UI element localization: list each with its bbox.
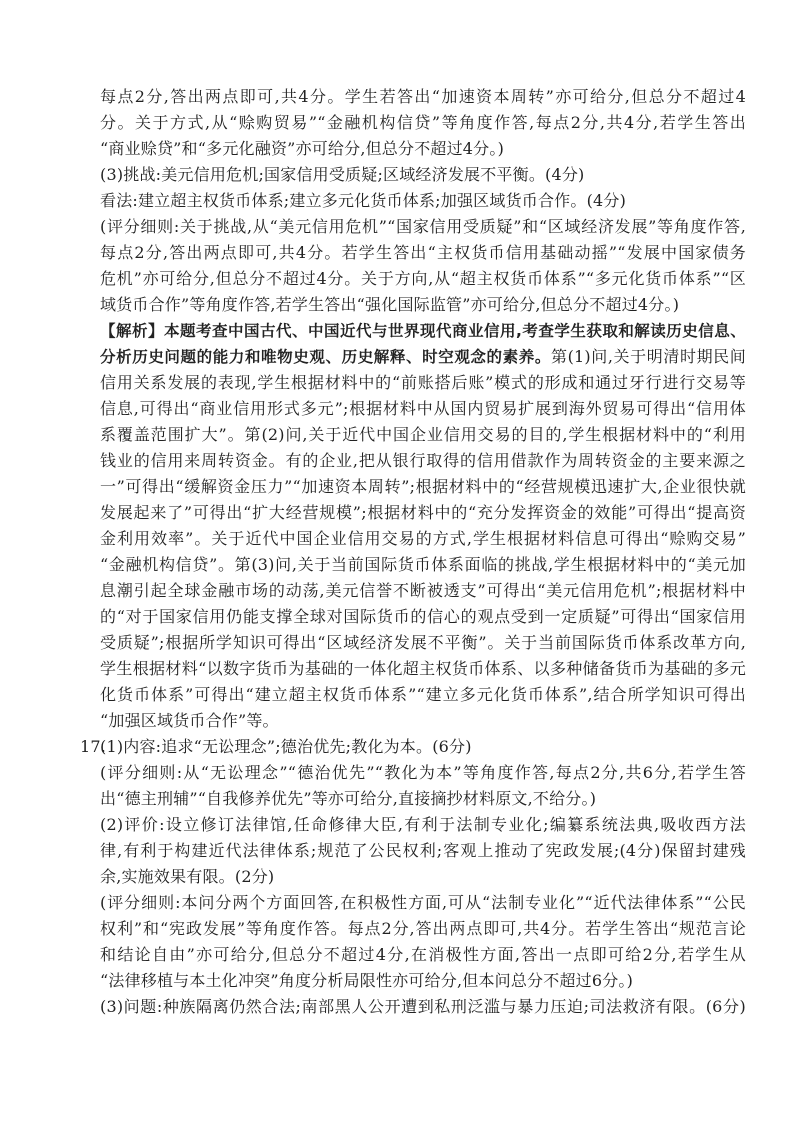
text-line [100, 890, 746, 916]
line-text: “法律移植与本土化冲突”角度分析局限性亦可给分,但本问总分不超过6分。) [100, 971, 634, 990]
text-line [100, 344, 746, 370]
line-text: 系覆盖范围扩大”。第(2)问,关于近代中国企业信用交易的目的,学生根据材料中的“利用 [100, 425, 746, 444]
line-text: 金利用效率”。关于近代中国企业信用交易的方式,学生根据材料信息可得出“赊购交易” [100, 529, 746, 548]
text-line [100, 630, 746, 656]
text-line [100, 500, 746, 526]
line-text: 律,有利于构建近代法律体系;规范了公民权利;客观上推动了宪政发展;(4分)保留封建残 [100, 841, 746, 860]
line-text: 分。关于方式,从“赊购贸易”“金融机构信贷”等角度作答,每点2分,共4分,若学生答出 [100, 113, 746, 132]
text-line [100, 864, 746, 890]
line-text: (3)挑战:美元信用危机;国家信用受质疑;区域经济发展不平衡。(4分) [100, 165, 585, 184]
text-line [100, 994, 746, 1020]
text-line [100, 578, 746, 604]
text-line [100, 812, 746, 838]
text-line [100, 526, 746, 552]
answer-document [80, 84, 746, 1020]
line-text: 出“德主刑辅”“自我修养优先”等亦可给分,直接摘抄材料原文,不给分。) [100, 789, 597, 808]
text-line [100, 396, 746, 422]
line-text: (1)内容:追求“无讼理念”;德治优先;教化为本。(6分) [100, 737, 472, 756]
line-text: 一”可得出“缓解资金压力”“加速资本周转”;根据材料中的“经营规模迅速扩大,企业很快就 [100, 477, 746, 496]
text-line [100, 968, 746, 994]
text-line [100, 916, 746, 942]
analysis-heading-text: 【解析】本题考查中国古代、中国近代与世界现代商业信用,考查学生获取和解读历史信息、 [100, 322, 746, 340]
text-line [100, 838, 746, 864]
line-text: 和结论自由”亦可给分,但总分不超过4分,在消极性方面,答出一点即可给2分,若学生从 [100, 945, 746, 964]
text-line [100, 266, 746, 292]
line-text: 权利”和“宪政发展”等角度作答。每点2分,答出两点即可,共4分。若学生答出“规范言论 [100, 919, 746, 938]
line-text: 看法:建立超主权货币体系;建立多元化货币体系;加强区域货币合作。(4分) [100, 191, 627, 210]
line-text: 域货币合作”等角度作答,若学生答出“强化国际监管”亦可给分,但总分不超过4分。) [100, 295, 680, 314]
text-line [100, 188, 746, 214]
question-number: 17. [80, 737, 107, 756]
line-text: 每点2分,答出两点即可,共4分。若学生答出“主权货币信用基础动摇”“发展中国家债务 [100, 243, 746, 262]
line-text: 化货币体系”可得出“建立超主权货币体系”“建立多元化货币体系”,结合所学知识可得出 [100, 685, 746, 704]
text-line [100, 370, 746, 396]
text-line [100, 110, 746, 136]
line-text: 余,实施效果有限。(2分) [100, 867, 275, 886]
line-text: 学生根据材料“以数字货币为基础的一体化超主权货币体系、以多种储备货币为基础的多元 [100, 659, 746, 678]
text-line [100, 760, 746, 786]
line-text: 发展起来了”可得出“扩大经营规模”;根据材料中的“充分发挥资金的效能”可得出“提高资 [100, 503, 746, 522]
text-line [100, 318, 746, 344]
line-text: 第(1)问,关于明清时期民间 [550, 347, 746, 366]
text-line [100, 136, 746, 162]
line-text: (评分细则:从“无讼理念”“德治优先”“教化为本”等角度作答,每点2分,共6分,若学生答 [100, 763, 746, 782]
text-line [100, 604, 746, 630]
text-line [100, 656, 746, 682]
line-text: (3)问题:种族隔离仍然合法;南部黑人公开遭到私刑泛滥与暴力压迫;司法救济有限。(6分) [100, 997, 746, 1016]
line-text: (评分细则:关于挑战,从“美元信用危机”“国家信用受质疑”和“区域经济发展”等角度作答, [100, 217, 746, 236]
line-text: 信用关系发展的表现,学生根据材料中的“前账搭后账”模式的形成和通过牙行进行交易等 [100, 373, 746, 392]
line-text: “加强区域货币合作”等。 [100, 711, 279, 730]
text-line [100, 448, 746, 474]
text-line [100, 786, 746, 812]
line-text: 危机”亦可给分,但总分不超过4分。关于方向,从“超主权货币体系”“多元化货币体系”“区 [100, 269, 746, 288]
text-line [80, 734, 746, 760]
text-line [100, 708, 746, 734]
text-line [100, 942, 746, 968]
analysis-heading-text: 分析历史问题的能力和唯物史观、历史解释、时空观念的素养。 [100, 348, 551, 366]
line-text: 每点2分,答出两点即可,共4分。学生若答出“加速资本周转”亦可给分,但总分不超过4 [100, 87, 746, 106]
line-text: 信息,可得出“商业信用形式多元”;根据材料中从国内贸易扩展到海外贸易可得出“信用体 [100, 399, 746, 418]
text-line [100, 84, 746, 110]
line-text: (评分细则:本问分两个方面回答,在积极性方面,可从“法制专业化”“近代法律体系”“公民 [100, 893, 746, 912]
text-line [100, 162, 746, 188]
line-text: 受质疑”;根据所学知识可得出“区域经济发展不平衡”。关于当前国际货币体系改革方向, [100, 633, 746, 652]
line-text: “金融机构信贷”。第(3)问,关于当前国际货币体系面临的挑战,学生根据材料中的“美元加 [100, 555, 746, 574]
text-line [100, 474, 746, 500]
line-text: (2)评价:设立修订法律馆,任命修律大臣,有利于法制专业化;编纂系统法典,吸收西方法 [100, 815, 746, 834]
line-text: 息潮引起全球金融市场的动荡,美元信誉不断被透支”可得出“美元信用危机”;根据材料中 [100, 581, 746, 600]
text-line [100, 552, 746, 578]
text-line [100, 240, 746, 266]
line-text: “商业赊贷”和“多元化融资”亦可给分,但总分不超过4分。) [100, 139, 505, 158]
line-text: 的“对于国家信用仍能支撑全球对国际货币的信心的观点受到一定质疑”可得出“国家信用 [100, 607, 746, 626]
text-line [100, 214, 746, 240]
text-line [100, 292, 746, 318]
text-line [100, 682, 746, 708]
text-line [100, 422, 746, 448]
line-text: 钱业的信用来周转资金。有的企业,把从银行取得的信用借款作为周转资金的主要来源之 [100, 451, 746, 470]
